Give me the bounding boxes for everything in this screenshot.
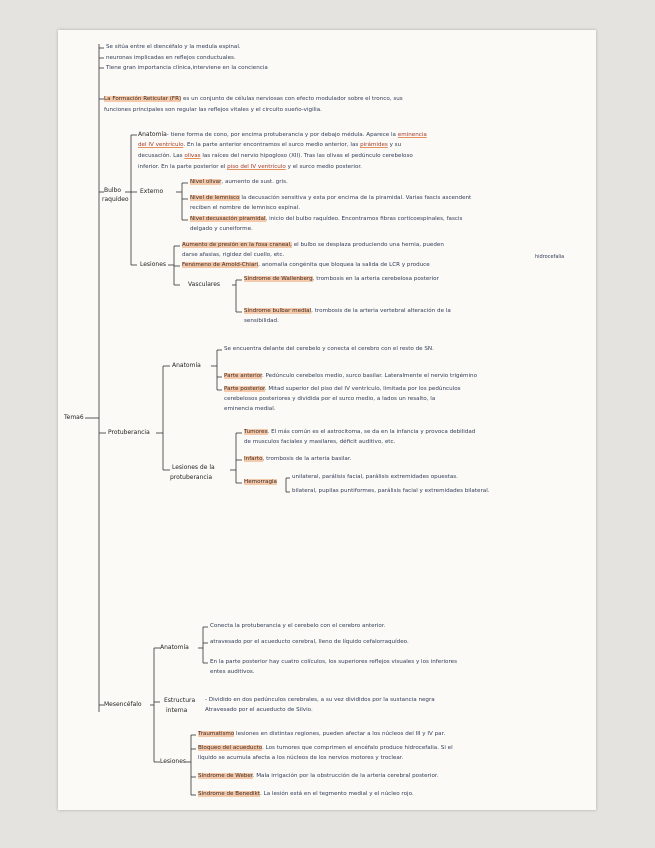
- mes-les-text-5: . La lesión está en el tegmento medial y el núcleo rojo.: [260, 791, 414, 797]
- mes-est-line-2: Atravesado por el acueducto de Silvio.: [205, 707, 313, 713]
- hl-bulbar-medial: Síndrome bulbar medial: [244, 308, 312, 314]
- prot-an-line-4: cerebelosos posteriores y dividida por el surco medio, a lados un resalto, la: [224, 396, 436, 402]
- mes-anatomia-label: Anatomía: [160, 644, 189, 651]
- mesencefalo-label: Mesencéfalo: [104, 701, 142, 708]
- prot-les-text-3: , trombosis de la arteria basilar.: [262, 456, 352, 462]
- prot-lesiones-label: Lesiones de la: [172, 464, 215, 471]
- prot-les-line-1: [244, 429, 475, 436]
- hl-arnold-chiari: Fenómeno de Arnold-Chiari: [182, 262, 259, 268]
- bulbo-anatomia-text-4: las raíces del nervio hipogloso (XII). Tras las olivas el pedúnculo cerebeloso: [200, 153, 413, 159]
- vasc-line-3: sensibilidad.: [244, 318, 279, 324]
- fr-line-1: [104, 96, 403, 103]
- externo-text-4: , inicio del bulbo raquídeo. Encontramos fibras corticoespinales, fascis: [265, 216, 463, 222]
- externo-line-1: [190, 179, 288, 186]
- mes-les-text-4: . Mala irrigación por la obstrucción de la arteria cerebral posterior.: [252, 773, 439, 779]
- externo-line-4: [190, 216, 462, 223]
- bulbo-lesion-line-1: [182, 242, 444, 249]
- intro-line-2: neuronas implicadas en reflejos conductuales.: [106, 55, 236, 61]
- prot-lesiones-label-2: protuberancia: [170, 474, 213, 481]
- mes-les-line-1: [198, 731, 445, 738]
- hl-bloqueo-acueducto: Bloqueo del acueducto: [198, 745, 263, 751]
- bulbo-anatomia-text-5: inferior. En la parte posterior el: [138, 164, 228, 170]
- bulbo-lesiones-label: Lesiones: [140, 261, 167, 268]
- bulbo-lesion-line-2: darse afasias, rigidez del cuello, etc.: [182, 252, 285, 258]
- hl-tumores: Tumores: [244, 429, 268, 435]
- hl-hemorragia: Hemorragia: [244, 479, 277, 485]
- hl-piramides: pirámides: [360, 142, 388, 148]
- vasc-line-1: [244, 276, 439, 283]
- mes-les-text-2: . Los tumores que comprimen el encéfalo produce hidrocefalia. Si el: [262, 745, 453, 751]
- hl-nivel-olivar: Nivel olivar: [190, 179, 222, 185]
- mes-estructura-label: Estructura: [164, 697, 196, 704]
- hl-eminencia: eminencia: [397, 132, 427, 138]
- mes-estructura-label-2: interna: [166, 707, 188, 714]
- hl-nivel-lemnisco: Nivel de lemnisco: [190, 195, 240, 201]
- mes-lesiones-label: Lesiones: [160, 758, 187, 765]
- prot-les-text-1: . El más común es el astrocitoma, se da en la infancia y provoca debilidad: [267, 429, 476, 435]
- tema-label: Tema6: [64, 414, 84, 421]
- bulbo-label: Bulbo: [104, 187, 122, 194]
- bulbo-anatomia-label: Anatomía: [138, 131, 167, 138]
- protuberancia-label: Protuberancia: [108, 429, 150, 436]
- bulbo-anatomia-line-4: [138, 164, 362, 171]
- mes-an-line-2: atravesado por el acueducto cerebral, lleno de líquido cefalorraquídeo.: [210, 639, 409, 645]
- vasc-text-1: , trombosis en la arteria cerebelosa posterior: [312, 276, 439, 282]
- hl-parte-posterior: Parte posterior: [224, 386, 265, 392]
- prot-an-line-5: eminencia medial.: [224, 406, 276, 412]
- bulbo-anatomia-text-6: y el surco medio posterior.: [285, 164, 362, 170]
- prot-an-line-1: Se encuentra delante del cerebelo y conecta el cerebro con el resto de SN.: [224, 346, 434, 352]
- bulbo-anatomia-text-2: . En la parte anterior encontramos el surco medio anterior, las: [183, 142, 361, 148]
- hl-traumatismo: Traumatismo: [198, 731, 235, 737]
- bulbo-anatomia-text-ysu: y su: [387, 142, 402, 148]
- mes-an-line-1: Conecta la protuberancia y el cerebelo con el cerebro anterior.: [210, 623, 386, 629]
- prot-les-line-3: [244, 456, 351, 463]
- hl-iv-ventriculo: del IV ventrículo: [138, 142, 184, 148]
- externo-text-2: la decusación sensitiva y esta por encima de la piramidal. Varias fascis ascendent: [239, 195, 472, 201]
- prot-an-line-3: [224, 386, 461, 393]
- prot-an-line-2: [224, 373, 477, 380]
- prot-an-text-2: . Pedúnculo cerebelos medio, surco basilar. Lateralmente el nervio trigémino: [261, 373, 478, 379]
- prot-les-line-2: de musculos faciales y masilares, déficit auditivo, etc.: [244, 439, 396, 445]
- hl-aumento-presion: Aumento de presión en la fosa craneal,: [182, 242, 292, 248]
- bulbo-anatomia-line-3: [138, 153, 413, 160]
- externo-line-5: delgado y cuneiforme.: [190, 226, 253, 232]
- bulbo-anatomia-line-1: [138, 131, 427, 139]
- prot-les-line-4: unilateral, parálisis facial, parálisis extremidades opuestas.: [292, 474, 458, 480]
- bulbo-externo-label: Externo: [140, 188, 164, 195]
- mes-les-text-1: lesiones en distintas regiones, pueden afectar a los núcleos del III y IV par.: [234, 731, 446, 737]
- bulbo-lesion-text-1: el bulbo se desplaza produciendo una hernia, pueden: [291, 242, 444, 248]
- mes-les-line-4: [198, 773, 438, 780]
- fr-label: La Formación Reticular (FR): [104, 96, 182, 102]
- hl-wallenberg: Síndrome de Wallenberg: [244, 276, 313, 282]
- prot-les-line-5: bilateral, pupilas puntiformes, parálisis facial y extremidades bilateral.: [292, 488, 490, 494]
- hl-nivel-piramidal: Nivel decusación piramidal: [190, 216, 266, 222]
- vasc-text-2: , trombosis de la arteria vertebral alteración de la: [311, 308, 451, 314]
- hl-piso: piso del IV ventrículo: [227, 164, 286, 170]
- protuberancia-anatomia-label: Anatomía: [172, 362, 201, 369]
- intro-line-3: Tiene gran importancia clínica,interviene en la conciencia: [106, 65, 268, 71]
- vasculares-label: Vasculares: [188, 281, 221, 288]
- vasc-line-2: [244, 308, 451, 315]
- mes-les-line-2: [198, 745, 453, 752]
- bulbo-anatomia-text-1: - tiene forma de cono, por encima protuberancia y por debajo médula. Aparece la: [166, 132, 398, 138]
- prot-an-text-3: . Mitad superior del piso del IV ventrículo, limitada por los pedúnculos: [264, 386, 461, 392]
- externo-line-3: reciben el nombre de lemnisco espinal.: [190, 205, 300, 211]
- hl-parte-anterior: Parte anterior: [224, 373, 262, 379]
- mes-an-line-4: entes auditivos.: [210, 669, 255, 675]
- mes-est-line-1: - Dividido en dos pedúnculos cerebrales, a su vez divididos por la sustancia negra: [205, 697, 435, 703]
- mes-les-line-3: líquido se acumula afecta a los núcleos de los nervios motores y troclear.: [198, 755, 404, 761]
- externo-text-1: , aumento de sust. gris.: [221, 179, 288, 185]
- hidrocefalia-note: hidrocefalia: [535, 254, 565, 260]
- hl-weber: Síndrome de Weber: [198, 773, 253, 779]
- intro-line-1: Se sitúa entre el diencéfalo y la medula espinal.: [106, 44, 241, 50]
- mes-an-line-3: En la parte posterior hay cuatro colículos, los superiores reflejos visuales y los inferiores: [210, 659, 458, 665]
- bulbo-anatomia-text-3: decusación. Las: [138, 153, 185, 159]
- bulbo-lesion-text-3: , anomalía congénita que bloquea la salida de LCR y produce: [258, 262, 430, 268]
- hl-benedikt: Síndrome de Benedikt: [198, 791, 261, 797]
- fr-line-2: funciones principales son regular las reflejos vitales y el circuito sueño-vigilia.: [104, 107, 322, 113]
- bulbo-label-2: raquídeo: [102, 196, 129, 203]
- fr-text: es un conjunto de células nerviosas con efecto modulador sobre el tronco, sus: [181, 96, 403, 102]
- mes-les-line-5: [198, 791, 414, 798]
- bulbo-lesion-line-3: [182, 262, 430, 269]
- prot-les-hemorragia: [244, 479, 277, 486]
- externo-line-2: [190, 195, 471, 202]
- bulbo-anatomia-line-2: [138, 142, 401, 149]
- hl-infarto: Infarto: [244, 456, 263, 462]
- hl-olivas: olivas: [184, 153, 201, 159]
